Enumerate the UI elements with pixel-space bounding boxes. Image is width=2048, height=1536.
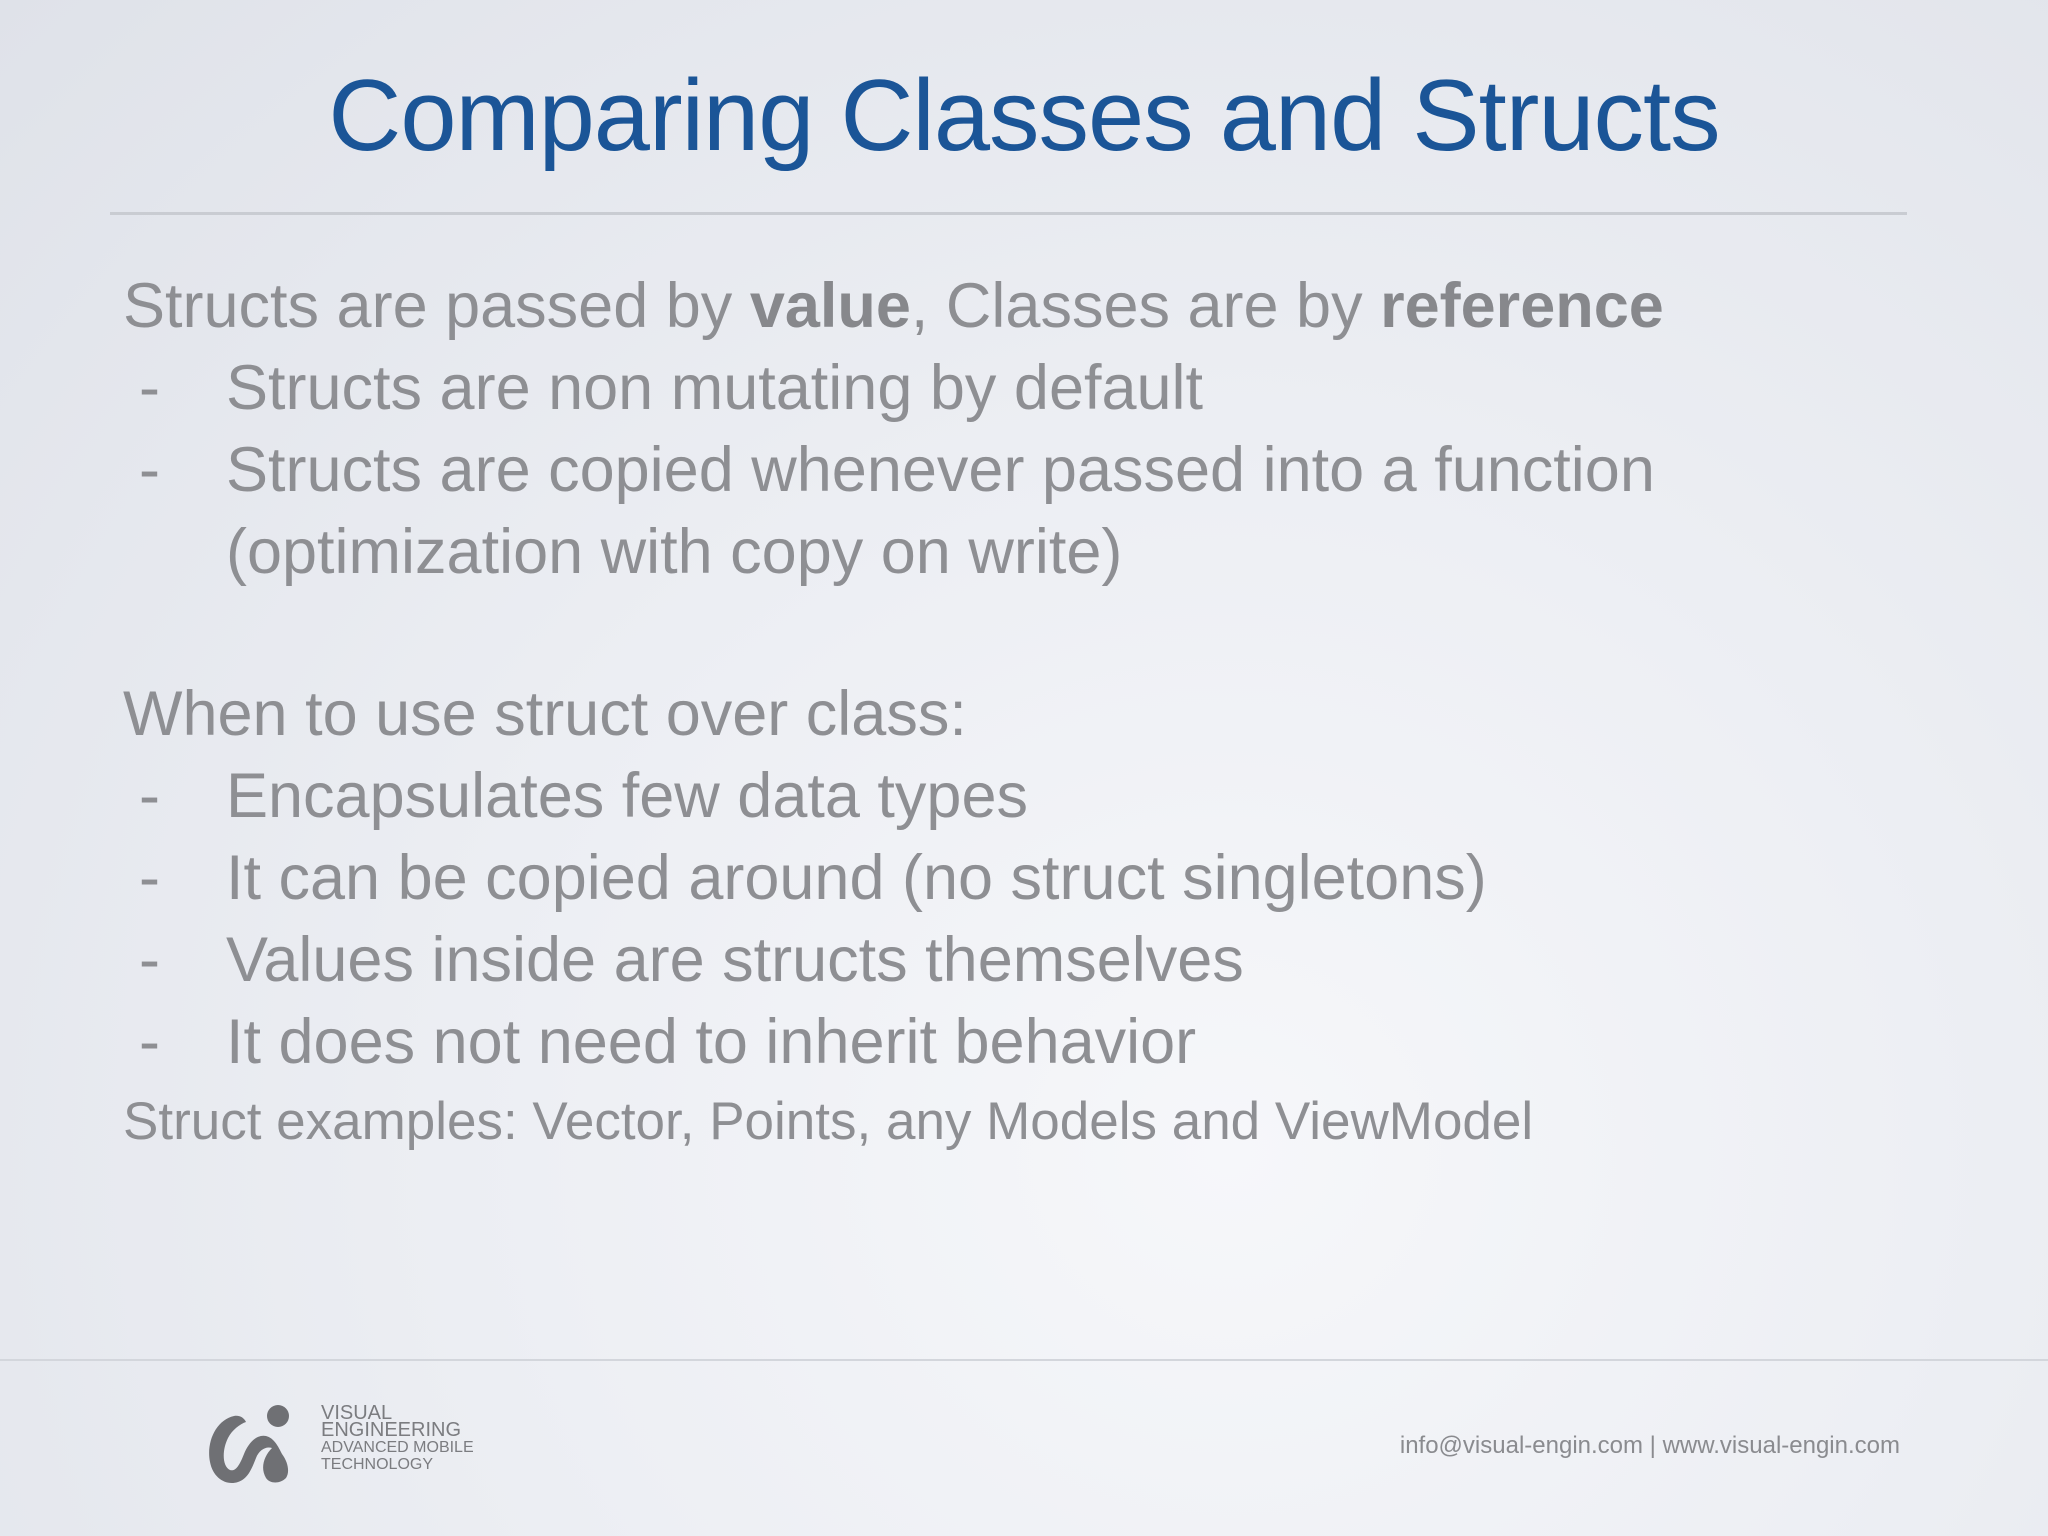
- contact-info: info@visual-engin.com | www.visual-engin.com: [1399, 1432, 1900, 1459]
- bullet-item: [123, 1001, 1923, 1083]
- bullet-item: [123, 347, 1923, 429]
- bullet-item: [123, 919, 1923, 1001]
- intro-text-part1: Structs are passed by: [123, 271, 750, 341]
- section-spacer: [123, 593, 1923, 673]
- slide-content: [123, 265, 1923, 1157]
- logo-text: [321, 1402, 474, 1473]
- bullet-text: Structs are non mutating by default: [226, 353, 1204, 423]
- bullet-text: Encapsulates few data types: [226, 761, 1028, 831]
- bullet-dash: -: [139, 843, 160, 913]
- bullet-text: Values inside are structs themselves: [226, 925, 1244, 995]
- bullet-item: [123, 837, 1923, 919]
- bullet-item: [123, 755, 1923, 837]
- intro-text-part2: , Classes are by: [910, 271, 1381, 341]
- logo-line2: ENGINEERING: [321, 1419, 462, 1441]
- bullet-dash: -: [139, 925, 160, 995]
- bullet-dash: -: [139, 1007, 160, 1077]
- bullet-text-line1: Structs are copied whenever passed into a function: [226, 435, 1655, 505]
- section-heading: When to use struct over class:: [123, 679, 967, 749]
- intro-bold-value: value: [749, 271, 911, 341]
- bullet-text: It does not need to inherit behavior: [226, 1007, 1197, 1077]
- bullet-dash: -: [139, 761, 160, 831]
- intro-line: [123, 265, 1923, 347]
- bullet-dash: -: [139, 353, 160, 423]
- intro-bold-reference: reference: [1380, 271, 1664, 341]
- footer-divider: [0, 1359, 2048, 1361]
- logo-line4: TECHNOLOGY: [321, 1456, 434, 1473]
- title-divider: [110, 212, 1907, 215]
- bullet-item: [123, 429, 1923, 593]
- company-logo: [204, 1402, 514, 1492]
- logo-mark-icon: [204, 1402, 294, 1490]
- slide-title: Comparing Classes and Structs: [328, 60, 1720, 172]
- bullet-text-line2: (optimization with copy on write): [226, 517, 1123, 587]
- struct-examples: Struct examples: Vector, Points, any Models and ViewModel: [123, 1092, 1534, 1151]
- bullet-dash: -: [139, 435, 160, 505]
- logo-line1: VISUAL: [321, 1402, 393, 1424]
- bullet-text: It can be copied around (no struct singletons): [226, 843, 1487, 913]
- logo-line3: ADVANCED MOBILE: [321, 1439, 474, 1456]
